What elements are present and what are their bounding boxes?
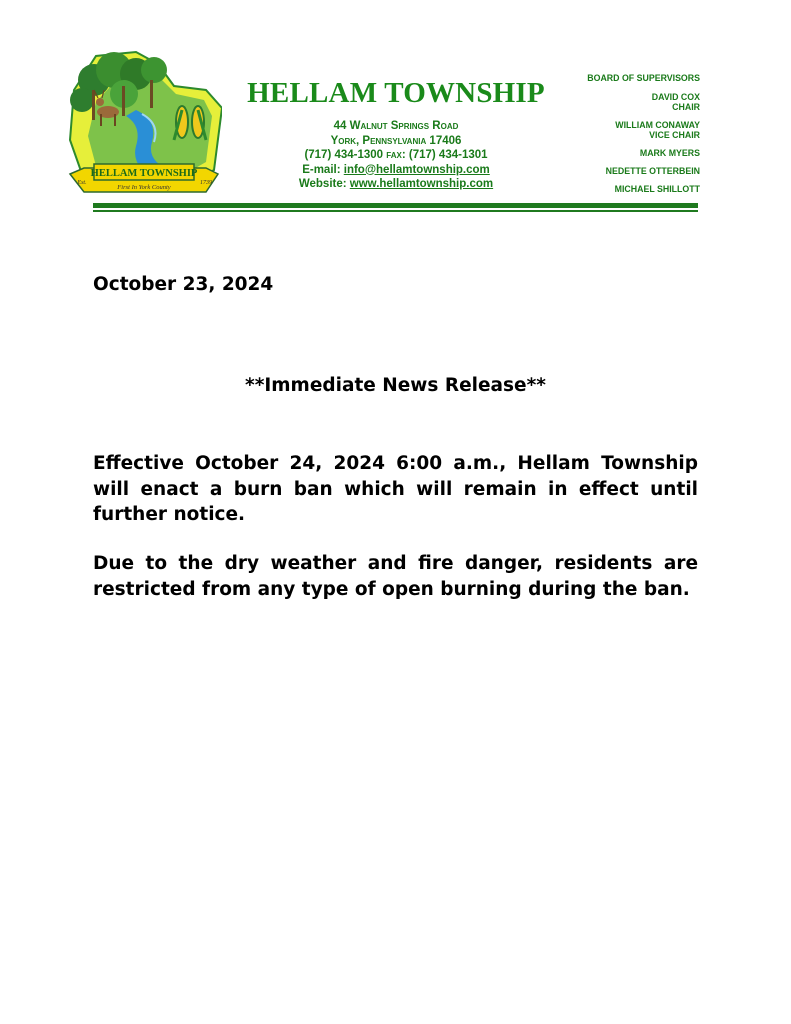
- email-line: [256, 163, 536, 178]
- township-logo: [66, 50, 222, 198]
- paragraph-reason: Due to the dry weather and fire danger, residents are restricted from any type of open burning during the ban.: [93, 553, 698, 600]
- header-divider-thick: [93, 203, 698, 208]
- email-label: E-mail:: [302, 163, 341, 176]
- member-name: MICHAEL SHILLOTT: [614, 184, 700, 194]
- address-city: York, Pennsylvania 17406: [330, 134, 462, 147]
- logo-year: 1739: [200, 180, 212, 186]
- member-name: WILLIAM CONAWAY: [615, 120, 700, 130]
- member-role: VICE CHAIR: [649, 130, 700, 140]
- website-label: Website:: [298, 178, 347, 190]
- website-line: [256, 177, 536, 192]
- phone-line: [256, 148, 536, 163]
- logo-banner-text: HELLAM TOWNSHIP: [90, 168, 198, 179]
- member-name: MARK MYERS: [639, 148, 700, 158]
- phone-number: (717) 434-1300: [304, 149, 384, 161]
- fax-number: (717) 434-1301: [408, 149, 488, 161]
- board-member: [530, 166, 700, 176]
- paragraph-effective: Effective October 24, 2024 6:00 a.m., Hellam Township will enact a burn ban which will remain in effect until further notice.: [93, 453, 698, 525]
- letter-date: October 23, 2024: [93, 274, 274, 295]
- board-member: [530, 92, 700, 112]
- logo-tagline: First In York County: [117, 184, 171, 191]
- contact-block: [256, 119, 536, 192]
- member-name: NEDETTE OTTERBEIN: [605, 166, 700, 176]
- email-link[interactable]: info@hellamtownship.com: [343, 163, 490, 176]
- fax-label: fax:: [386, 149, 406, 161]
- website-link[interactable]: www.hellamtownship.com: [349, 178, 494, 190]
- member-role: CHAIR: [672, 102, 700, 112]
- board-list: [530, 73, 700, 202]
- release-title: **Immediate News Release**: [245, 375, 546, 396]
- member-name: DAVID COX: [651, 92, 700, 102]
- board-heading: BOARD OF SUPERVISORS: [587, 73, 700, 83]
- board-member: [530, 148, 700, 158]
- township-name: HELLAM TOWNSHIP: [247, 77, 545, 109]
- board-member: [530, 184, 700, 194]
- board-member: [530, 120, 700, 140]
- address-street: 44 Walnut Springs Road: [333, 120, 459, 132]
- logo-est: Est.: [77, 180, 87, 186]
- header-divider-thin: [93, 210, 698, 212]
